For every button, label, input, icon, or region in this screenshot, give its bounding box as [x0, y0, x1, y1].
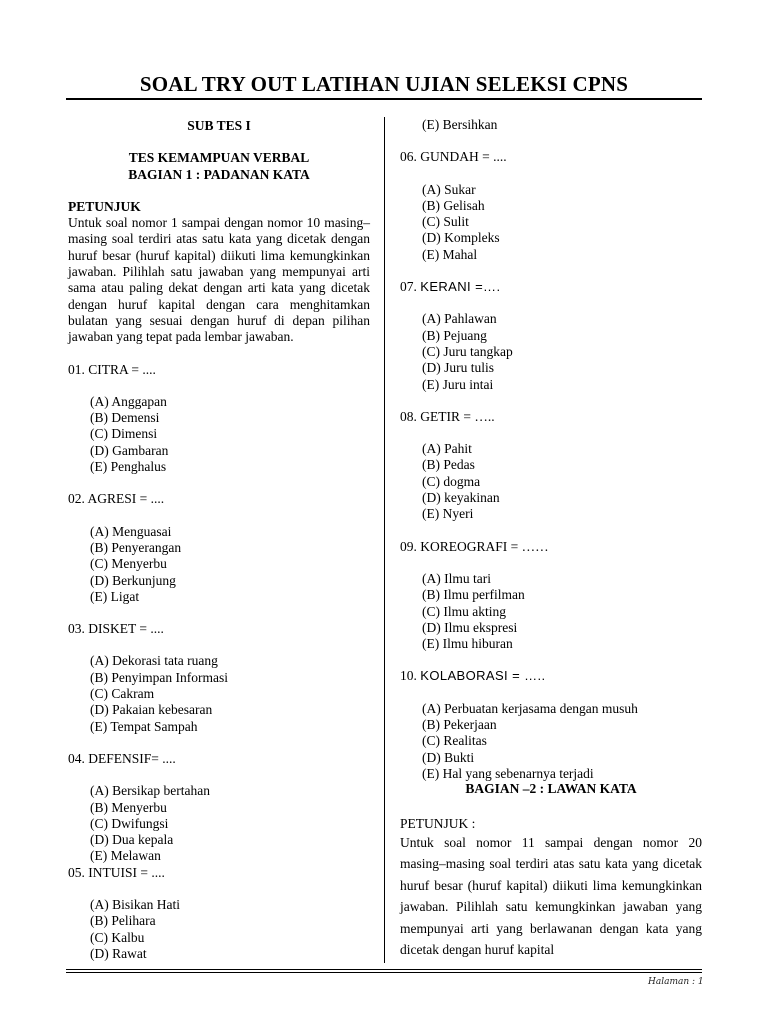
option-b: (B) Penyimpan Informasi	[90, 669, 228, 685]
option-e: (E) Mahal	[422, 246, 478, 262]
column-divider	[384, 117, 385, 963]
option-c: (C) Dwifungsi	[90, 815, 169, 831]
option-c: (C) Cakram	[90, 686, 155, 702]
document-title: SOAL TRY OUT LATIHAN UJIAN SELEKSI CPNS	[139, 72, 629, 96]
option-d: (D) Juru tulis	[422, 360, 494, 376]
question-07-word: KERANI =….	[420, 279, 501, 295]
option-c: (C) Kalbu	[90, 929, 145, 945]
option-d: (D) Rawat	[90, 945, 147, 961]
question-05-options	[68, 897, 370, 962]
option-d: (D) Kompleks	[422, 230, 500, 246]
option-d: (D) Gambaran	[90, 442, 169, 458]
option-c: (C) Dimensi	[90, 426, 158, 442]
right-column	[400, 117, 702, 961]
option-a: (A) Anggapan	[90, 393, 167, 409]
option-e: (E) Juru intai	[422, 376, 494, 392]
option-e: (E) Ligat	[90, 588, 140, 604]
tes-heading: TES KEMAMPUAN VERBAL	[128, 150, 310, 166]
option-e: (E) Nyeri	[422, 506, 474, 522]
question-09-word: KOREOGRAFI = ……	[420, 538, 549, 554]
option-e: (E) Ilmu hiburan	[422, 636, 513, 652]
option-b: (B) Penyerangan	[90, 539, 182, 555]
option-b: (B) Ilmu perfilman	[422, 587, 525, 603]
question-04-options	[68, 783, 370, 864]
question-10-options	[400, 701, 702, 782]
question-08	[400, 409, 702, 425]
question-08-number: 08.	[400, 408, 417, 424]
petunjuk-label: PETUNJUK	[68, 198, 141, 214]
petunjuk-text: Untuk soal nomor 1 sampai dengan nomor 10 masing–masing soal terdiri atas satu kata yang dicetak dengan huruf besar (huruf kapital) diikuti lima kemungkinkan jawaban. Pilihlah satu jawaban yang mempunyai arti sama atau paling dekat dengan arti kata yang dicetak dengan huruf kapital dengan cara menghitamkan bulatan yang sesuai dengan huruf di depan pilihan jawaban yang tepat pada lembar jawaban.	[68, 215, 370, 345]
question-06-options	[400, 182, 702, 263]
footer-rule	[66, 969, 702, 970]
option-a: (A) Menguasai	[90, 523, 172, 539]
question-04: 04. DEFENSIF= ....	[68, 750, 176, 766]
subtes-heading: SUB TES I	[187, 118, 251, 133]
option-b: (B) Pejuang	[422, 327, 487, 343]
option-a: (A) Pahit	[422, 441, 472, 457]
question-03-options	[68, 653, 370, 734]
option-b: (B) Pekerjaan	[422, 717, 497, 733]
question-07-options	[400, 311, 702, 392]
option-e: (E) Melawan	[90, 848, 161, 864]
question-03: 03. DISKET = ....	[68, 621, 164, 637]
option-e: (E) Tempat Sampah	[90, 718, 198, 734]
option-d: (D) Ilmu ekspresi	[422, 619, 518, 635]
petunjuk2-label: PETUNJUK :	[400, 815, 476, 831]
option-d: (D) Pakaian kebesaran	[90, 702, 213, 718]
question-05: 05. INTUISI = ....	[68, 864, 165, 880]
question-02: 02. AGRESI = ....	[68, 491, 165, 507]
option-c: (C) Realitas	[422, 733, 487, 749]
option-a: (A) Dekorasi tata ruang	[90, 653, 218, 669]
question-09-options	[400, 571, 702, 652]
option-d: (D) Dua kepala	[90, 832, 174, 848]
option-e: (E) Penghalus	[90, 459, 167, 475]
bagian1-heading: BAGIAN 1 : PADANAN KATA	[128, 166, 310, 182]
option-b: (B) Pedas	[422, 457, 475, 473]
option-c: (C) Sulit	[422, 214, 469, 230]
option-b: (B) Gelisah	[422, 197, 485, 213]
question-01: 01. CITRA = ....	[68, 361, 156, 377]
title-underline	[66, 98, 702, 100]
left-column	[68, 118, 370, 962]
question-02-options	[68, 524, 370, 605]
option-a: (A) Ilmu tari	[422, 570, 491, 586]
question-10-word: KOLABORASI = …..	[420, 668, 546, 684]
question-07-number: 07.	[400, 279, 417, 295]
option-a: (A) Perbuatan kerjasama dengan musuh	[422, 700, 638, 716]
option-b: (B) Pelihara	[90, 913, 156, 929]
option-a: (A) Bersikap bertahan	[90, 783, 210, 799]
question-09-number: 09.	[400, 538, 417, 554]
option-c: (C) Ilmu akting	[422, 603, 506, 619]
page-number: Halaman : 1	[648, 977, 704, 987]
question-09	[400, 539, 702, 555]
question-08-word: GETIR = …..	[420, 408, 495, 424]
question-08-options	[400, 441, 702, 522]
option-c: (C) dogma	[422, 473, 481, 489]
option-e: (E) Hal yang sebenarnya terjadi	[422, 765, 594, 781]
option-b: (B) Menyerbu	[90, 799, 167, 815]
question-06: 06. GUNDAH = ....	[400, 149, 507, 165]
question-10-number: 10.	[400, 668, 417, 684]
option-a: (A) Sukar	[422, 181, 476, 197]
option-a: (A) Bisikan Hati	[90, 896, 180, 912]
question-10	[400, 668, 702, 684]
bagian2-heading: BAGIAN –2 : LAWAN KATA	[465, 781, 637, 797]
option-d: (D) Bukti	[422, 749, 475, 765]
question-05-options-cont	[400, 117, 702, 133]
option-b: (B) Demensi	[90, 410, 160, 426]
option-e: (E) Bersihkan	[422, 117, 498, 132]
option-c: (C) Juru tangkap	[422, 343, 513, 359]
petunjuk2-text: Untuk soal nomor 11 sampai dengan nomor 20 masing–masing soal terdiri atas satu kata yang dicetak huruf besar (huruf kapital) diikuti lima kemungkinkan jawaban. Pilihlah satu kemungkinkan jawaban yang mempunyai arti yang berlawanan dengan kata yang dicetak dengan huruf kapital	[400, 834, 702, 958]
question-07	[400, 279, 702, 295]
option-d: (D) Berkunjung	[90, 572, 176, 588]
footer-rule	[66, 972, 702, 973]
question-01-options	[68, 394, 370, 475]
option-d: (D) keyakinan	[422, 490, 500, 506]
option-c: (C) Menyerbu	[90, 556, 167, 572]
option-a: (A) Pahlawan	[422, 311, 497, 327]
